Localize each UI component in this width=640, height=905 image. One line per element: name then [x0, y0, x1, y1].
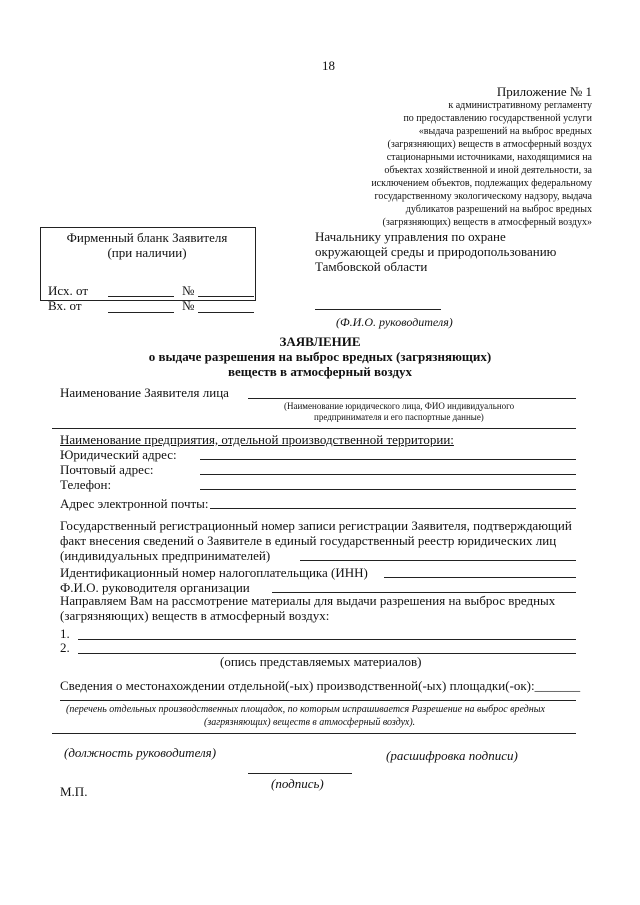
incoming-date-line[interactable]: [108, 312, 174, 313]
outgoing-label: Исх. от: [48, 283, 88, 298]
legal-address-line[interactable]: [200, 459, 576, 460]
appendix-title: Приложение № 1: [496, 84, 592, 99]
addressee-line: Начальнику управления по охране: [315, 229, 506, 244]
material-item-2-label: 2.: [60, 640, 70, 655]
document-title: ЗАЯВЛЕНИЕ: [279, 334, 361, 349]
page-number: 18: [322, 58, 335, 73]
reg-number-text-1: Государственный регистрационный номер записи регистрации Заявителя, подтверждающий: [60, 518, 572, 533]
position-caption: (должность руководителя): [64, 745, 217, 760]
appendix-line: «выдача разрешений на выброс вредных: [418, 126, 592, 137]
decode-caption: (расшифровка подписи): [386, 748, 518, 763]
inn-line[interactable]: [384, 577, 576, 578]
location-line[interactable]: [60, 700, 576, 701]
signature-caption: (подпись): [271, 776, 324, 791]
phone-line[interactable]: [200, 489, 576, 490]
outgoing-number-line[interactable]: [198, 296, 254, 297]
postal-address-line[interactable]: [200, 474, 576, 475]
applicant-extra-line[interactable]: [52, 428, 576, 429]
applicant-label: Наименование Заявителя лица: [60, 385, 229, 400]
postal-address-label: Почтовый адрес:: [60, 462, 154, 477]
reg-number-text-2: факт внесения сведений о Заявителе в единый государственный реестр юридических лиц: [60, 533, 557, 548]
reg-number-line[interactable]: [300, 560, 576, 561]
location-note-1: (перечень отдельных производственных площадок, по которым испрашивается Разрешение на выброс вредных: [66, 704, 545, 715]
material-item-1-label: 1.: [60, 626, 70, 641]
location-extra-line[interactable]: [52, 733, 576, 734]
phone-label: Телефон:: [60, 477, 112, 492]
outgoing-date-line[interactable]: [108, 296, 174, 297]
addressee-fio-line[interactable]: [315, 309, 441, 310]
appendix-line: дубликатов разрешений на выброс вредных: [405, 204, 592, 215]
stamp-label: М.П.: [60, 784, 88, 799]
document-subtitle-1: о выдаче разрешения на выброс вредных (загрязняющих): [148, 349, 492, 364]
incoming-label: Вх. от: [48, 298, 82, 313]
inn-label: Идентификационный номер налогоплательщика (ИНН): [60, 565, 368, 580]
addressee-line: окружающей среды и природопользованию: [315, 244, 557, 259]
send-materials-text-1: Направляем Вам на рассмотрение материалы для выдачи разрешения на выброс вредных: [60, 593, 556, 608]
appendix-line: объектах хозяйственной и иной деятельности, за: [384, 165, 592, 176]
send-materials-text-2: (загрязняющих) веществ в атмосферный воздух:: [60, 608, 330, 623]
appendix-line: государственному экологическому надзору, выдача: [374, 191, 592, 202]
applicant-caption-2: предпринимателя и его паспортные данные): [314, 412, 484, 422]
materials-caption: (опись представляемых материалов): [220, 654, 422, 669]
email-line[interactable]: [210, 508, 576, 509]
outgoing-number-label: №: [182, 283, 195, 298]
incoming-number-label: №: [182, 298, 195, 313]
material-item-1-line[interactable]: [78, 639, 576, 640]
applicant-name-line[interactable]: [248, 398, 576, 399]
addressee-line: Тамбовской области: [315, 259, 428, 274]
signature-line[interactable]: [248, 773, 352, 774]
legal-address-label: Юридический адрес:: [60, 447, 177, 462]
location-note-2: (загрязняющих) веществ в атмосферный воздух).: [204, 717, 416, 728]
reg-number-text-3: (индивидуальных предпринимателей): [60, 548, 271, 563]
incoming-number-line[interactable]: [198, 312, 254, 313]
head-fio-label: Ф.И.О. руководителя организации: [60, 580, 250, 595]
applicant-caption-1: (Наименование юридического лица, ФИО индивидуального: [284, 401, 515, 411]
email-label: Адрес электронной почты:: [60, 496, 209, 511]
appendix-line: (загрязняющих) веществ в атмосферный воздух»: [382, 217, 592, 228]
enterprise-label: Наименование предприятия, отдельной производственной территории:: [60, 432, 454, 447]
appendix-line: исключением объектов, подлежащих федеральному: [371, 178, 592, 189]
appendix-line: к административному регламенту: [448, 100, 592, 111]
appendix-line: по предоставлению государственной услуги: [403, 113, 592, 124]
addressee-fio-caption: (Ф.И.О. руководителя): [336, 315, 453, 329]
letterhead-note: (при наличии): [107, 245, 187, 260]
letterhead-title: Фирменный бланк Заявителя: [66, 230, 228, 245]
document-subtitle-2: веществ в атмосферный воздух: [227, 364, 413, 379]
appendix-line: (загрязняющих) веществ в атмосферный воздух: [387, 139, 592, 150]
location-label: Сведения о местонахождении отдельной(-ых) производственной(-ых) площадки(-ок):_______: [60, 678, 581, 693]
appendix-line: стационарными источниками, находящимися на: [386, 152, 592, 163]
